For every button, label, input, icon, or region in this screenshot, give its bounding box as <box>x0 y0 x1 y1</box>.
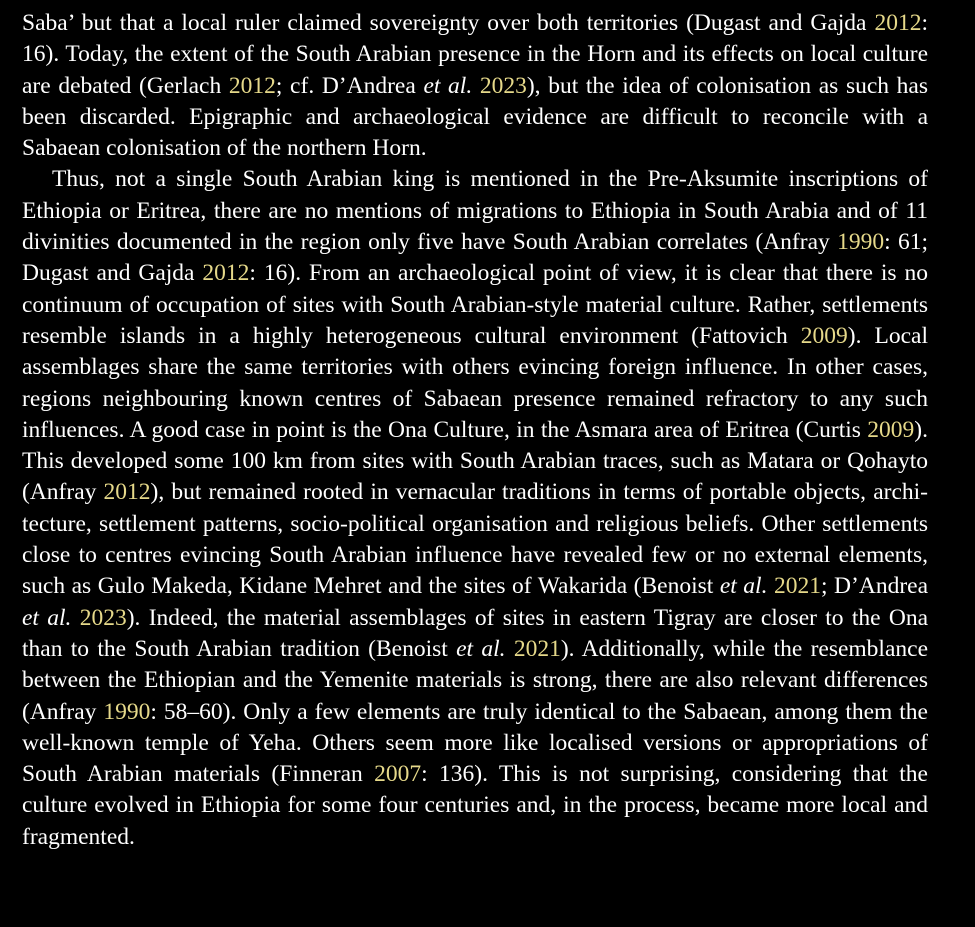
paragraph-1 <box>22 8 928 164</box>
text-run: : 61; Dugast and Gajda <box>22 229 928 287</box>
citation-year[interactable]: 2021 <box>513 635 561 662</box>
citation-year[interactable]: 2023 <box>479 72 527 99</box>
citation-year[interactable]: 2012 <box>103 479 151 506</box>
text-run: : 58–60). Only a few elements are truly identical to the Sabaean, among them the well-known temple of Yeha. Others seem more like localised versions or appropriations of South Arabian materials (Finneran <box>22 698 928 788</box>
text-run: Saba’ but that a local ruler claimed sovereignty over both territories (Dugast and Gajda <box>22 10 875 36</box>
citation-year[interactable]: 2009 <box>867 416 915 443</box>
text-run: ). Indeed, the material assemblages of sites in eastern Tigray are closer to the Ona than to the South Arabian tradition (Benoist <box>22 604 929 662</box>
citation-year[interactable]: 2012 <box>228 72 276 99</box>
text-run <box>506 636 514 662</box>
text-run: ). Additionally, while the resemblance between the Ethiopian and the Yemenite materials is strong, there are also relevant differences (Anfray <box>22 635 928 725</box>
italic-text: et al. <box>719 573 768 600</box>
citation-year[interactable]: 2012 <box>202 260 250 287</box>
citation-year[interactable]: 2021 <box>774 573 821 600</box>
text-run: Thus, not a single South Arabian king is mentioned in the Pre-Aksumite inscriptions of Ethiopia or Eritrea, there are no mentions of migrations to Ethiopia in South Arabia and of 11 divinities documented in the region only five have South Arabian correlates (Anfray <box>22 166 928 256</box>
text-run <box>71 605 79 631</box>
text-run <box>472 73 480 99</box>
paragraph-2 <box>22 164 928 853</box>
citation-year[interactable]: 2007 <box>374 761 422 788</box>
text-run: ; cf. D’Andrea <box>275 72 424 99</box>
text-run: ). This developed some 100 km from sites with South Arabian traces, such as Matara or Qohayto (Anfray <box>22 416 928 506</box>
citation-year[interactable]: 1990 <box>103 698 151 725</box>
citation-year[interactable]: 2023 <box>79 604 127 631</box>
citation-year[interactable]: 1990 <box>837 229 885 256</box>
text-run: : 136). This is not surprising, considering that the culture evolved in Ethiopia for some four centuries and, in the process, became more local and fragmented. <box>22 761 928 850</box>
text-run: : 16). From an archaeological point of view, it is clear that there is no continuum of occupation of sites with South Arabian-style material culture. Rather, settlements resemble islands in a highly heterogeneous cultural environment (Fattovich <box>22 260 928 349</box>
text-run: ), but remained rooted in vernacular traditions in terms of portable objects, architecture, settlement patterns, socio-political organisation and religious beliefs. Other settlements close to centres evincing South Arabian influence have revealed few or no external elements, such as Gulo Makeda, Kidane Mehret and the sites of Wakarida (Benoist <box>22 479 928 600</box>
italic-text: et al. <box>456 635 506 662</box>
text-run: : 16). Today, the extent of the South Arabian presence in the Horn and its effects on local culture are debated (Gerlach <box>22 10 928 99</box>
italic-text: et al. <box>423 72 473 99</box>
text-run: ), but the idea of colonisation as such has been discarded. Epigraphic and archaeological evidence are difficult to reconcile with a Sabaean colonisation of the northern Horn. <box>22 72 929 162</box>
citation-year[interactable]: 2009 <box>800 322 848 349</box>
italic-text: et al. <box>22 604 72 631</box>
citation-year[interactable]: 2012 <box>874 10 922 36</box>
text-run: ; D’Andrea <box>821 573 929 600</box>
text-run: ). Local assemblages share the same territories with others evincing foreign influence. In other cases, regions neighbouring known centres of Sabaean presence remained refractory to any such influences. A good case in point is the Ona Culture, in the Asmara area of Eritrea (Curtis <box>22 322 928 443</box>
